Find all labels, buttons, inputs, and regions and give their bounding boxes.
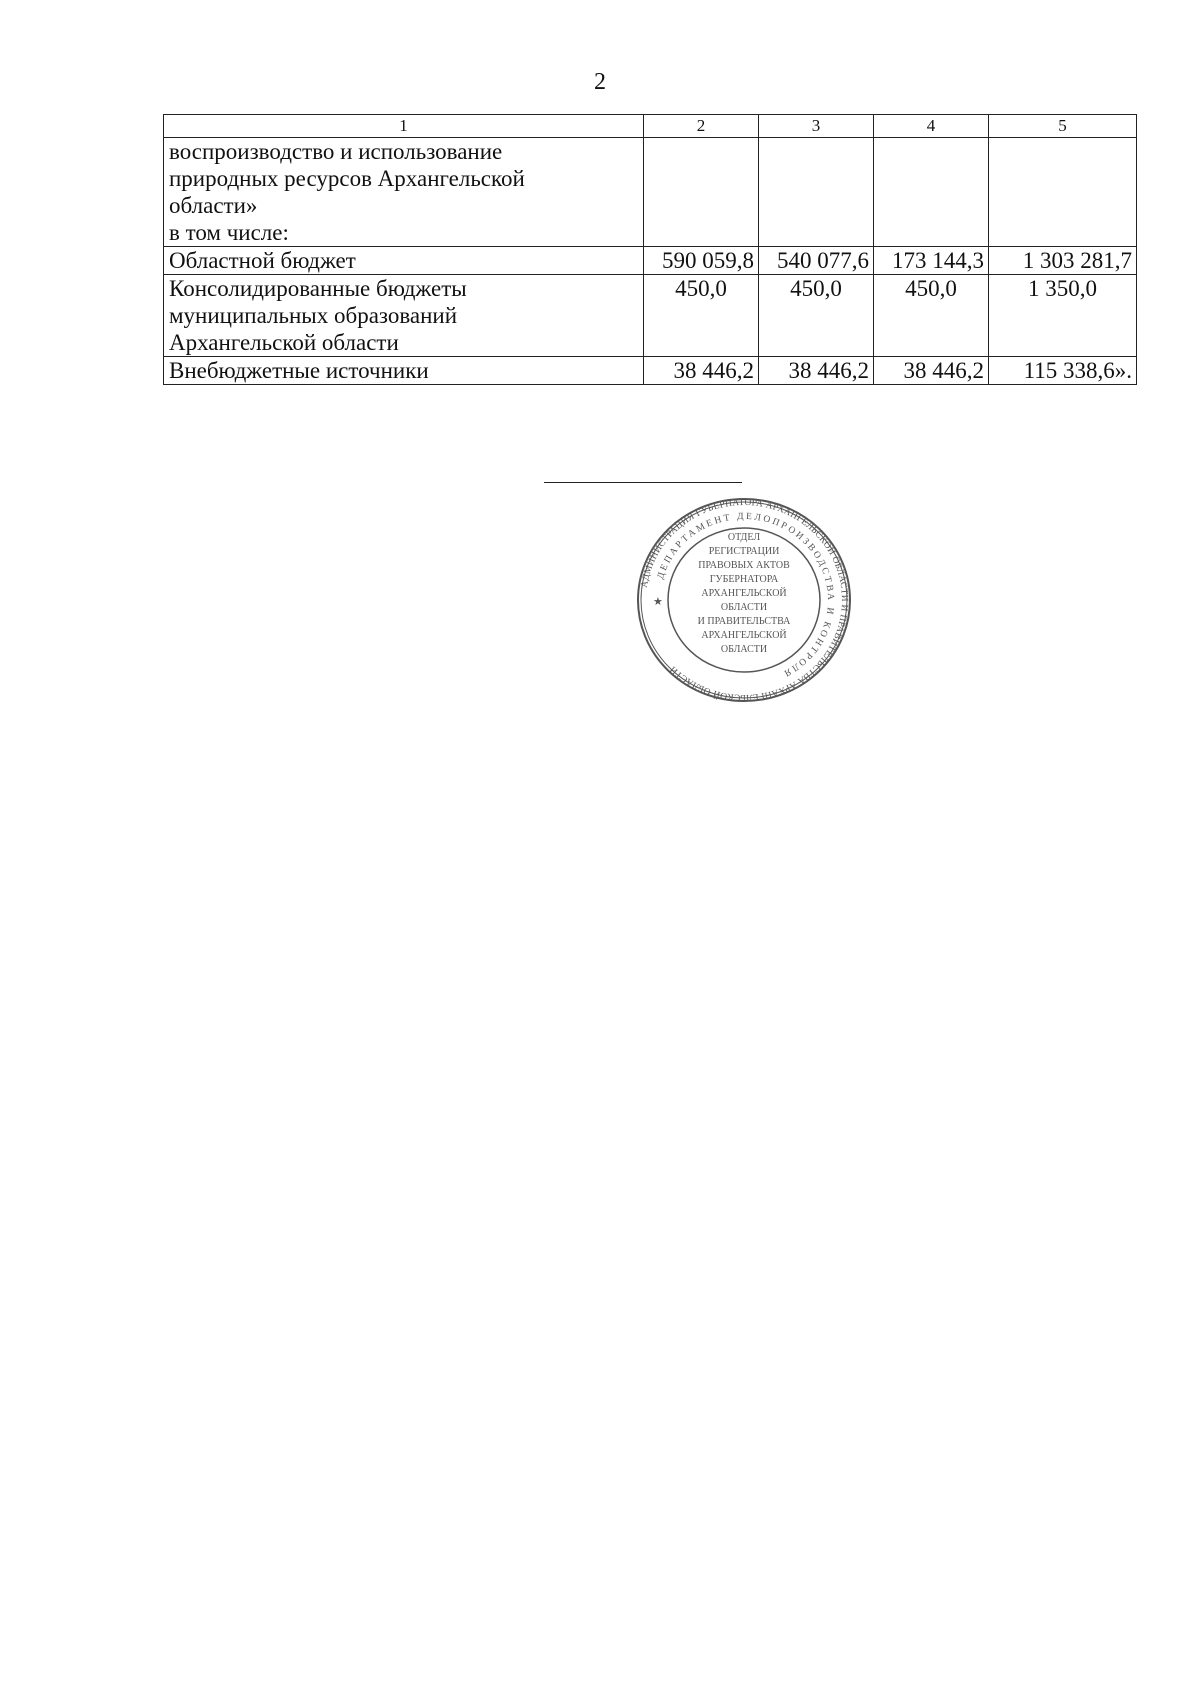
closing-rule [544, 482, 742, 483]
value-cell: 38 446,2 [874, 357, 989, 385]
label-line: в том числе: [169, 220, 289, 245]
seal-center-line: ОБЛАСТИ [720, 602, 768, 613]
seal-star-icon: ★ [653, 596, 663, 608]
label-line: Архангельской области [169, 330, 399, 355]
column-number: 5 [989, 115, 1137, 138]
seal-center-line: АРХАНГЕЛЬСКОЙ [701, 630, 787, 641]
value-cell: 590 059,8 [644, 247, 759, 275]
label-line: воспроизводство и использование [169, 139, 503, 164]
empty-cell [989, 138, 1137, 247]
value-cell: 1 350,0 [989, 275, 1137, 357]
table-header-row [164, 115, 1137, 138]
official-seal-stamp [635, 498, 853, 703]
table-row-intro [164, 138, 1137, 247]
value-cell: 115 338,6». [989, 357, 1137, 385]
seal-outer-text: АДМИНИСТРАЦИЯ ГУБЕРНАТОРА АРХАНГЕЛЬСКОЙ ОБЛАСТИ И ПРАВИТЕЛЬСТВА АРХАНГЕЛЬСКОЙ ОБЛАСТИ [639, 498, 850, 703]
value-cell: 450,0 [644, 275, 759, 357]
column-number: 4 [874, 115, 989, 138]
value-cell: 1 303 281,7 [989, 247, 1137, 275]
table-row-municipal-budgets [164, 275, 1137, 357]
row-label [164, 247, 644, 275]
budget-table [163, 114, 1137, 385]
value-cell: 173 144,3 [874, 247, 989, 275]
empty-cell [644, 138, 759, 247]
column-number: 2 [644, 115, 759, 138]
seal-center-line: ГУБЕРНАТОРА [709, 574, 779, 585]
label-line: Консолидированные бюджеты [169, 276, 467, 301]
label-line: Областной бюджет [169, 248, 356, 273]
seal-center-line: И ПРАВИТЕЛЬСТВА [697, 616, 791, 627]
empty-cell [874, 138, 989, 247]
value-cell: 38 446,2 [644, 357, 759, 385]
row-label [164, 275, 644, 357]
label-line: природных ресурсов Архангельской [169, 166, 525, 191]
label-line: области» [169, 193, 258, 218]
row-label [164, 138, 644, 247]
seal-center-line: ОБЛАСТИ [720, 644, 768, 655]
empty-cell [759, 138, 874, 247]
column-number: 3 [759, 115, 874, 138]
value-cell: 450,0 [759, 275, 874, 357]
table-row-regional-budget [164, 247, 1137, 275]
seal-center-line: ОТДЕЛ [727, 532, 761, 543]
seal-center-line: РЕГИСТРАЦИИ [708, 546, 780, 557]
seal-center-text [698, 532, 792, 655]
seal-inner-text: ДЕПАРТАМЕНТ ДЕЛОПРОИЗВОДСТВА И КОНТРОЛЯ [655, 511, 836, 679]
label-line: муниципальных образований [169, 303, 458, 328]
page-number: 2 [594, 69, 606, 95]
value-cell: 450,0 [874, 275, 989, 357]
row-label [164, 357, 644, 385]
value-cell: 540 077,6 [759, 247, 874, 275]
table-row-extrabudgetary [164, 357, 1137, 385]
seal-center-line: ПРАВОВЫХ АКТОВ [698, 560, 790, 571]
value-cell: 38 446,2 [759, 357, 874, 385]
label-line: Внебюджетные источники [169, 358, 429, 383]
column-number: 1 [164, 115, 644, 138]
seal-center-line: АРХАНГЕЛЬСКОЙ [701, 588, 787, 599]
